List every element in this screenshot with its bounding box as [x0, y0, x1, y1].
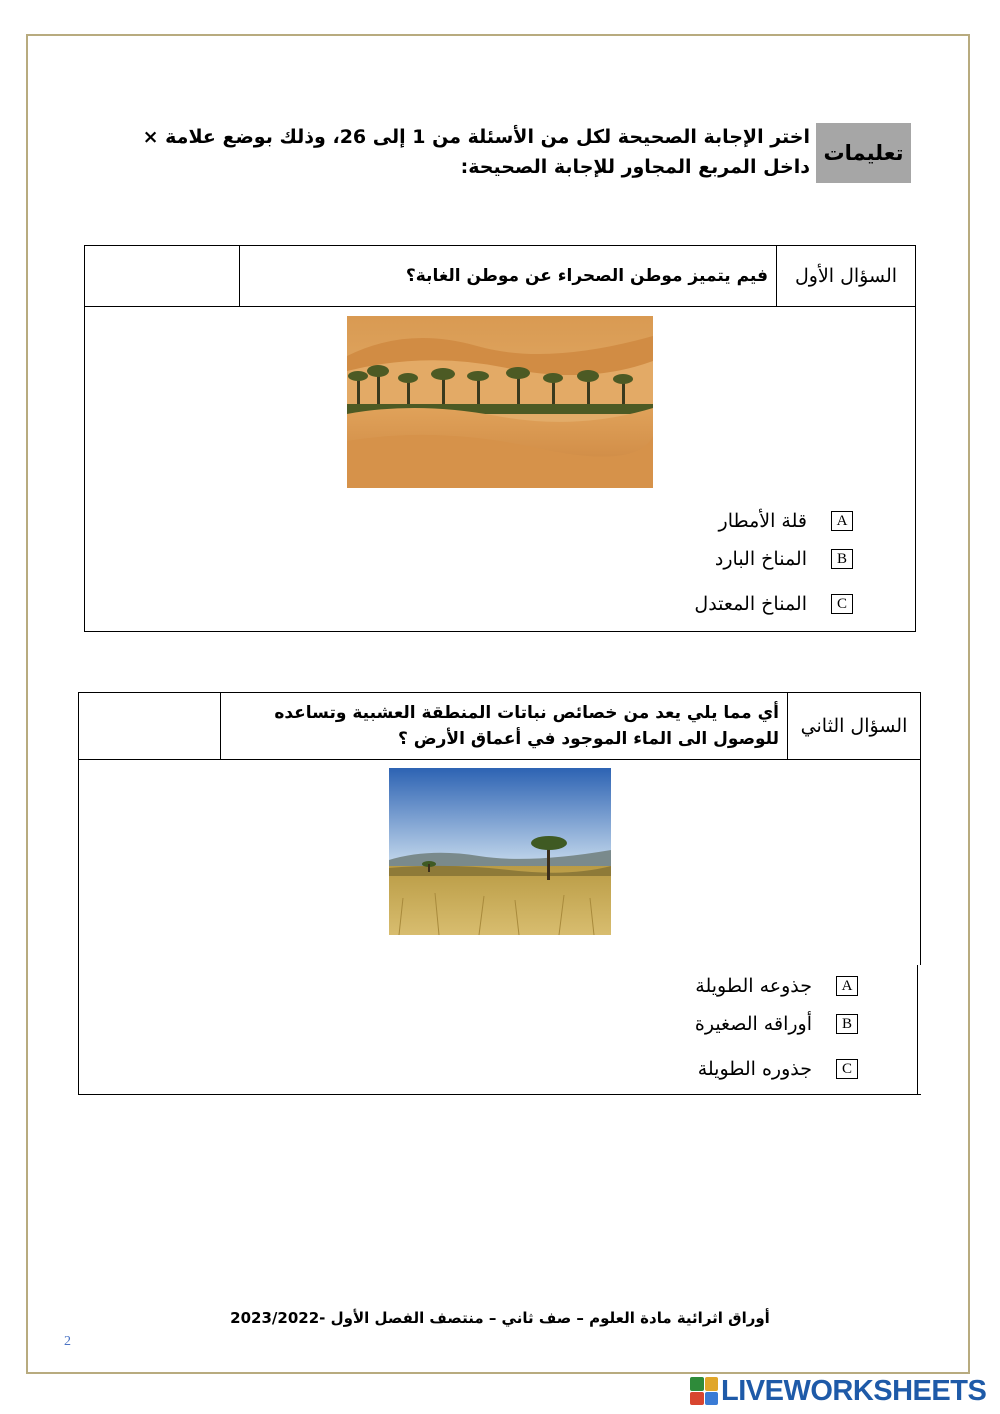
question-2-text: أي مما يلي يعد من خصائص نباتات المنطقة العشبية وتساعده للوصول الى الماء الموجود في أعماق الأرض ؟ [220, 693, 788, 759]
option-checkbox[interactable]: A [831, 511, 853, 531]
question-2-header [79, 693, 920, 760]
question-2-option-a[interactable] [695, 971, 858, 1001]
brand-name: LIVEWORKSHEETS [721, 1374, 987, 1407]
question-2-box [78, 692, 921, 1095]
question-1-option-a[interactable] [719, 506, 853, 536]
option-text: المناخ البارد [714, 548, 807, 570]
desert-oasis-image [347, 316, 653, 488]
option-checkbox[interactable]: C [831, 594, 853, 614]
option-text: أوراقه الصغيرة [694, 1013, 812, 1035]
question-1-border-gap [913, 500, 919, 631]
liveworksheets-icon [690, 1377, 718, 1405]
option-checkbox[interactable]: A [836, 976, 858, 996]
footer-text: أوراق اثرائية مادة العلوم – صف ثاني – منتصف الفصل الأول -2023/2022 [230, 1309, 770, 1327]
question-1-text: فيم يتميز موطن الصحراء عن موطن الغابة؟ [239, 246, 777, 306]
question-1-option-b[interactable] [715, 544, 853, 574]
question-1-option-c[interactable] [694, 589, 853, 619]
instructions-text: اختر الإجابة الصحيحة لكل من الأسئلة من 1 إلى 26، وذلك بوضع علامة × داخل المربع المجاور للإجابة الصحيحة: [142, 126, 810, 178]
question-1-label: السؤال الأول [794, 265, 898, 287]
instructions-label: تعليمات [816, 123, 911, 183]
question-2-option-b[interactable] [695, 1009, 858, 1039]
page-number: 2 [64, 1334, 71, 1349]
question-1-header [85, 246, 915, 307]
question-1-answer-cell[interactable] [85, 246, 241, 306]
option-text: جذوره الطويلة [697, 1058, 812, 1080]
option-text: المناخ المعتدل [694, 593, 807, 615]
liveworksheets-logo[interactable] [690, 1374, 992, 1408]
question-2-border-gap [918, 965, 924, 1094]
question-2-option-c[interactable] [698, 1054, 858, 1084]
option-text: جذوعه الطويلة [695, 975, 812, 997]
option-checkbox[interactable]: B [836, 1014, 858, 1034]
question-1-box [84, 245, 916, 632]
option-text: قلة الأمطار [718, 510, 807, 532]
option-checkbox[interactable]: B [831, 549, 853, 569]
option-checkbox[interactable]: C [836, 1059, 858, 1079]
savanna-grassland-image [389, 768, 611, 935]
question-2-answer-cell[interactable] [79, 693, 222, 759]
question-2-label: السؤال الثاني [800, 715, 908, 737]
